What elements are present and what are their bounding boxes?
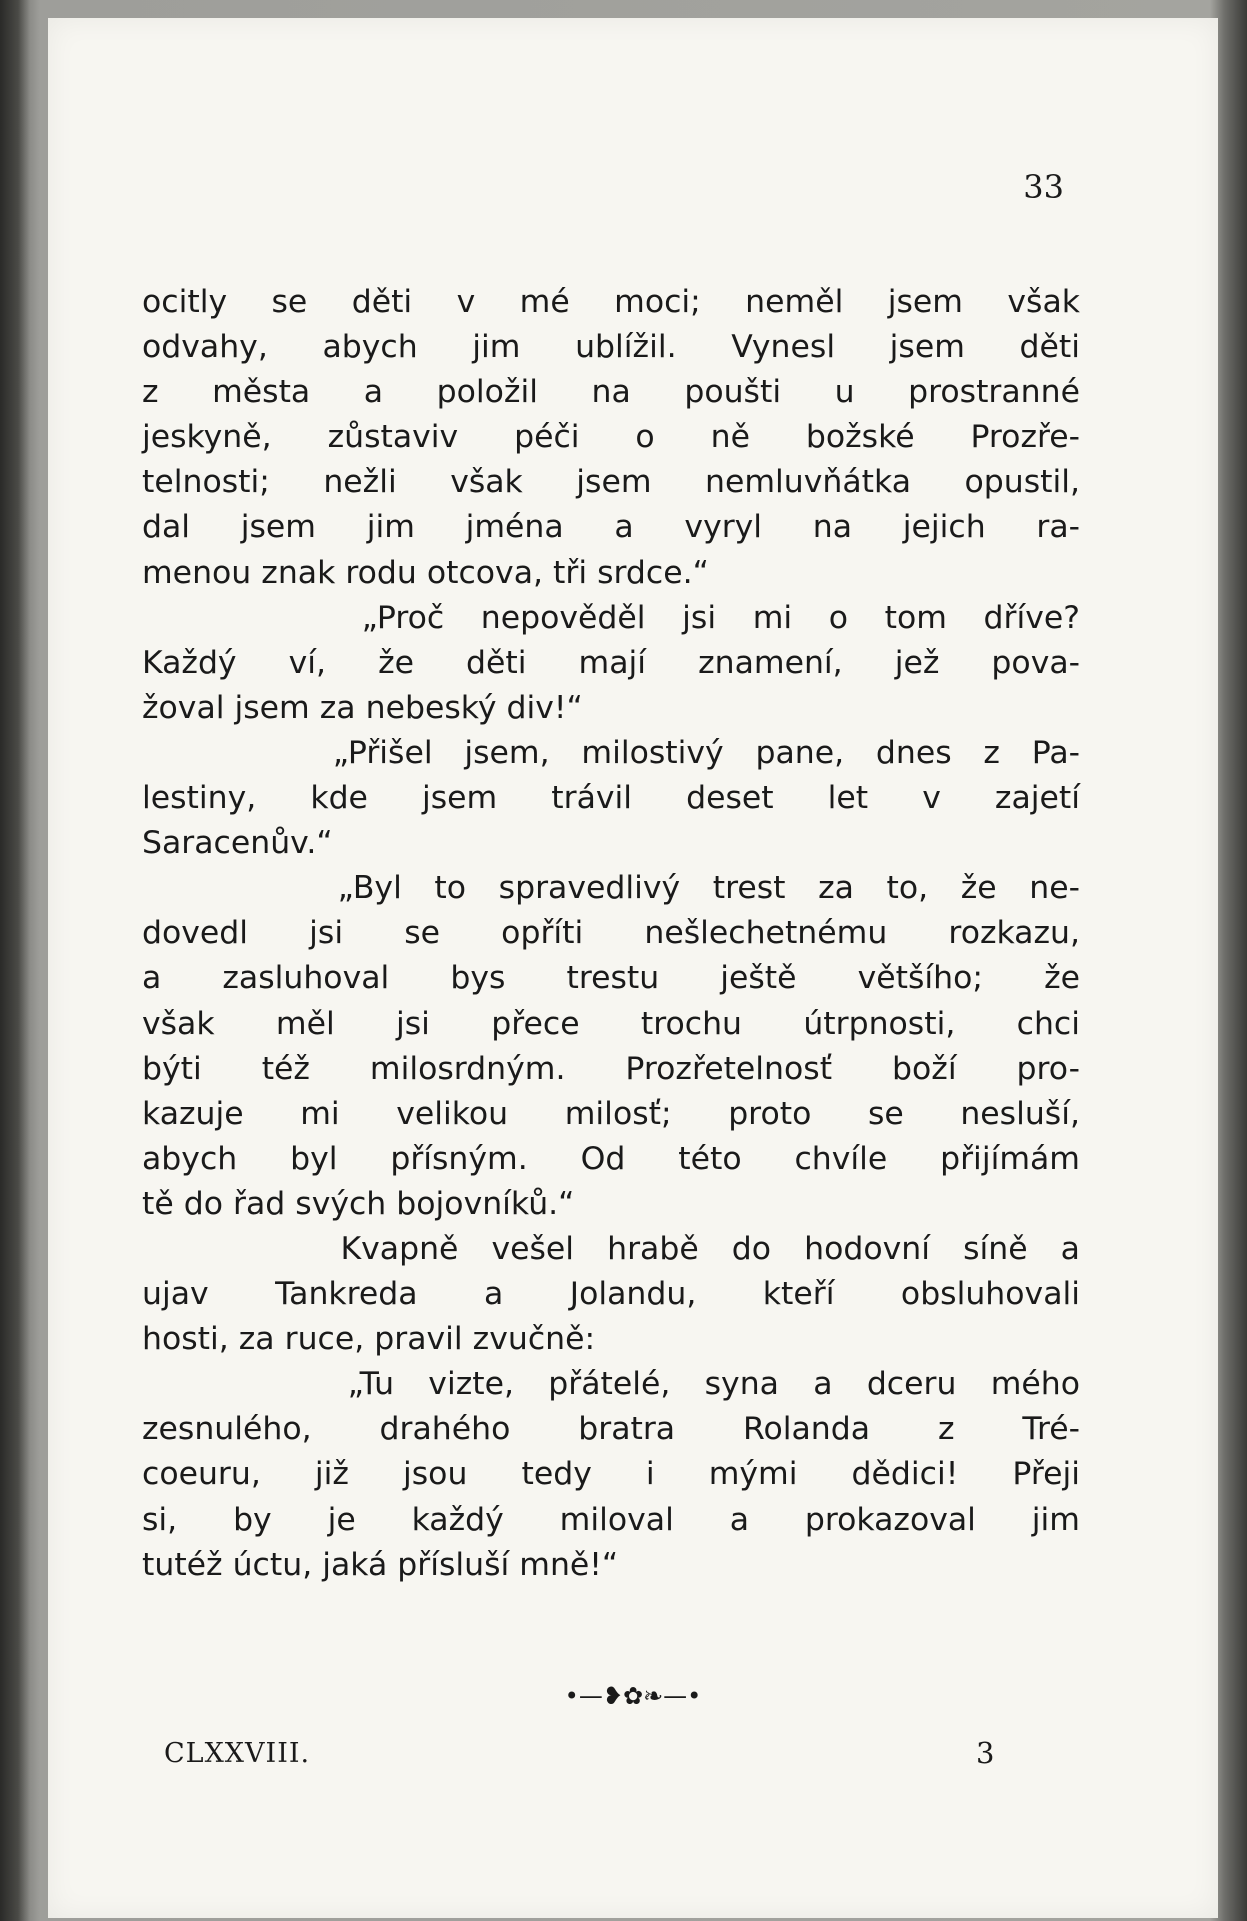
text-line: coeuru, již jsou tedy i mými dědici! Přeji xyxy=(142,1456,1080,1493)
text-line: tě do řad svých bojovníků.“ xyxy=(142,1185,575,1222)
text-line: si, by je každý miloval a prokazoval jim xyxy=(142,1501,1080,1538)
text-line: odvahy, abych jim ublížil. Vynesl jsem děti xyxy=(142,329,1080,366)
text-line: tutéž úctu, jaká přísluší mně!“ xyxy=(142,1546,619,1583)
text-line: a zasluhoval bys trestu ještě většího; že xyxy=(142,960,1080,997)
text-line: však měl jsi přece trochu útrpnosti, chci xyxy=(142,1005,1080,1042)
text-line: jeskyně, zůstaviv péči o ně božské Prozře- xyxy=(142,419,1080,456)
ornament-divider: •—❥✿❧—• xyxy=(564,1682,702,1710)
text-line: „Proč nepověděl jsi mi o tom dříve? xyxy=(142,599,1080,636)
text-line: Každý ví, že děti mají znamení, jež pova- xyxy=(142,644,1080,681)
text-line: dovedl jsi se opříti nešlechetnému rozkazu, xyxy=(142,915,1080,952)
text-line: býti též milosrdným. Prozřetelnosť boží pro- xyxy=(142,1050,1080,1087)
text-line: dal jsem jim jména a vyryl na jejich ra- xyxy=(142,509,1080,546)
text-line: žoval jsem za nebeský div!“ xyxy=(142,689,583,726)
text-line: „Tu vizte, přátelé, syna a dceru mého xyxy=(142,1366,1080,1403)
page-number: 33 xyxy=(1023,168,1064,206)
text-line: ujav Tankreda a Jolandu, kteří obsluhovali xyxy=(142,1276,1080,1313)
text-line: „Byl to spravedlivý trest za to, že ne- xyxy=(142,870,1080,907)
text-line: telnosti; nežli však jsem nemluvňátka opustil, xyxy=(142,464,1080,501)
text-line: menou znak rodu otcova, tři srdce.“ xyxy=(142,554,709,591)
signature-mark: CLXXVIII. xyxy=(164,1738,311,1769)
text-line: Saracenův.“ xyxy=(142,825,333,862)
text-line: Kvapně vešel hrabě do hodovní síně a xyxy=(142,1230,1080,1267)
text-line: „Přišel jsem, milostivý pane, dnes z Pa- xyxy=(142,734,1080,771)
signature-number: 3 xyxy=(976,1736,995,1770)
text-line: kazuje mi velikou milosť; proto se nesluší, xyxy=(142,1095,1080,1132)
text-line: z města a položil na poušti u prostranné xyxy=(142,374,1080,411)
text-line: lestiny, kde jsem trávil deset let v zajetí xyxy=(142,780,1080,817)
text-line: hosti, za ruce, pravil zvučně: xyxy=(142,1321,596,1358)
text-line: ocitly se děti v mé moci; neměl jsem však xyxy=(142,284,1080,320)
text-line: zesnulého, drahého bratra Rolanda z Tré- xyxy=(142,1411,1080,1448)
body-text xyxy=(142,280,1080,1588)
book-page xyxy=(48,18,1218,1918)
text-line: abych byl přísným. Od této chvíle přijímám xyxy=(142,1140,1080,1177)
